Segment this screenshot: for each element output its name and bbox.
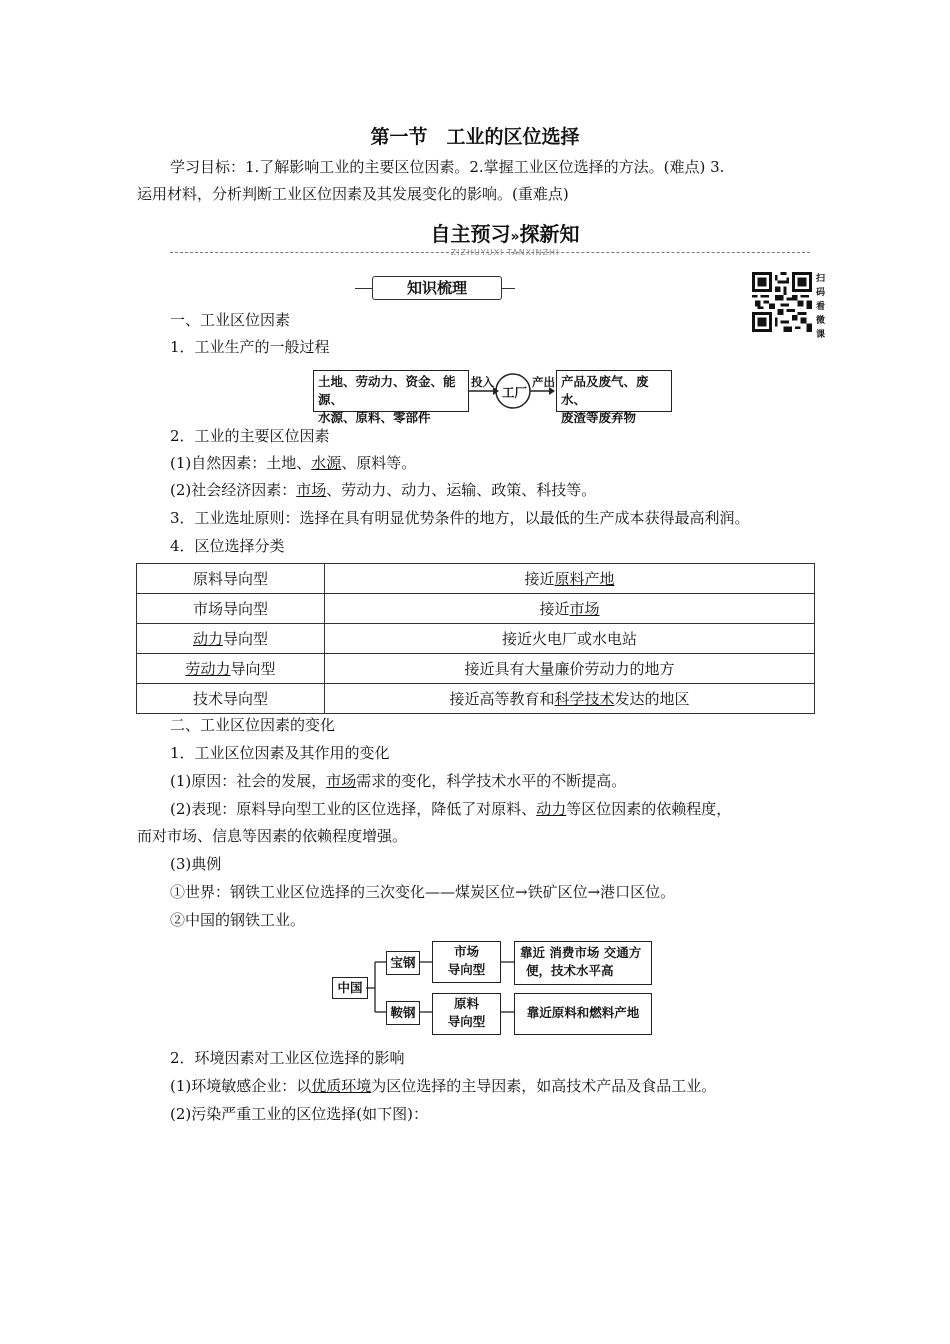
flow-output-line-2: 废渣等废弃物 bbox=[561, 410, 637, 425]
reason-text-a: (1)原因：社会的发展， bbox=[170, 772, 327, 790]
tree-ansteel-type bbox=[432, 993, 501, 1035]
banner-title-2: 探新知 bbox=[519, 222, 580, 246]
tree-root: 中国 bbox=[332, 977, 368, 999]
flow-input-label: 投入 bbox=[471, 375, 494, 389]
banner-arrow-icon: » bbox=[510, 229, 520, 245]
loc-text-u: 原料产地 bbox=[554, 570, 615, 588]
table-row bbox=[137, 594, 815, 624]
social-answer: 市场 bbox=[296, 481, 327, 499]
performance-answer: 动力 bbox=[536, 800, 567, 818]
type-text-a: 原料导向型 bbox=[192, 570, 268, 588]
ansteel-type-line-2: 导向型 bbox=[447, 1014, 486, 1029]
banner-subtitle: ZIZHUYUXI TANXINZHI bbox=[450, 248, 560, 257]
qr-caption: 扫码看微课 bbox=[816, 274, 826, 340]
natural-text-b: 、原料等。 bbox=[341, 454, 417, 472]
type-cell bbox=[137, 564, 325, 594]
flow-output-line-1: 产品及废气、废水、 bbox=[561, 374, 649, 407]
baosteel-type-line-1: 市场 bbox=[453, 944, 479, 959]
section-2-heading: 二、工业区位因素的变化 bbox=[170, 716, 336, 734]
social-text-b: 、劳动力、动力、运输、政策、科技等。 bbox=[326, 481, 597, 499]
change-reason bbox=[170, 771, 626, 791]
learning-goals-line-1: 学习目标：1.了解影响工业的主要区位因素。2.掌握工业区位选择的方法。(难点) 3. bbox=[170, 158, 725, 176]
natural-factors bbox=[170, 453, 416, 473]
examples-heading: (3)典例 bbox=[170, 855, 222, 873]
table-row bbox=[137, 684, 815, 714]
qr-code-icon[interactable] bbox=[752, 272, 812, 332]
performance-text-b: 等区位因素的依赖程度， bbox=[566, 800, 732, 818]
flow-input-line-2: 水源、原料、零部件 bbox=[318, 410, 431, 425]
flow-factory: 工厂 bbox=[502, 385, 528, 400]
section-1-heading: 一、工业区位因素 bbox=[170, 311, 291, 329]
baosteel-desc-line-1: 靠近 消费市场 交通方 bbox=[520, 945, 642, 960]
type-cell bbox=[137, 654, 325, 684]
table-row bbox=[137, 624, 815, 654]
loc-text-a: 接近具有大量廉价劳动力的地方 bbox=[464, 660, 675, 678]
flow-output-box bbox=[556, 370, 672, 425]
s1-item-2: 2．工业的主要区位因素 bbox=[170, 427, 330, 445]
type-text-b: 导向型 bbox=[230, 660, 276, 678]
change-performance bbox=[170, 799, 731, 819]
baosteel-type-line-2: 导向型 bbox=[447, 962, 486, 977]
banner-divider bbox=[170, 252, 810, 253]
baosteel-desc-line-2: 便，技术水平高 bbox=[526, 963, 614, 978]
env-text-b: 为区位选择的主导因素，如高技术产品及食品工业。 bbox=[371, 1077, 717, 1095]
loc-text-u: 市场 bbox=[569, 600, 600, 618]
natural-text-a: (1)自然因素：土地、 bbox=[170, 454, 312, 472]
type-text-a: 技术导向型 bbox=[192, 690, 268, 708]
page-title: 第一节 工业的区位选择 bbox=[370, 126, 580, 148]
change-performance-cont: 而对市场、信息等因素的依赖程度增强。 bbox=[137, 827, 408, 845]
reason-text-b: 需求的变化，科学技术水平的不断提高。 bbox=[356, 772, 627, 790]
performance-text-a: (2)表现：原料导向型工业的区位选择，降低了对原料、 bbox=[170, 800, 537, 818]
loc-cell bbox=[325, 594, 815, 624]
flow-input-line-1: 土地、劳动力、资金、能源、 bbox=[318, 374, 456, 407]
tree-ansteel: 鞍钢 bbox=[386, 1001, 420, 1025]
natural-answer: 水源 bbox=[311, 454, 342, 472]
social-factors bbox=[170, 480, 596, 500]
loc-text-a: 接近 bbox=[539, 600, 570, 618]
loc-text-a: 接近火电厂或水电站 bbox=[501, 630, 637, 648]
type-cell bbox=[137, 594, 325, 624]
loc-cell bbox=[325, 564, 815, 594]
s1-item-3: 3．工业选址原则：选择在具有明显优势条件的地方，以最低的生产成本获得最高利润。 bbox=[170, 509, 750, 527]
type-cell bbox=[137, 684, 325, 714]
table-row bbox=[137, 654, 815, 684]
env-text-a: (1)环境敏感企业：以 bbox=[170, 1077, 312, 1095]
tree-ansteel-desc: 靠近原料和燃料产地 bbox=[514, 993, 652, 1035]
type-text-a: 市场导向型 bbox=[192, 600, 268, 618]
ansteel-type-line-1: 原料 bbox=[453, 996, 479, 1011]
table-row bbox=[137, 564, 815, 594]
loc-text-b: 发达的地区 bbox=[614, 690, 690, 708]
social-text-a: (2)社会经济因素： bbox=[170, 481, 297, 499]
type-text-b: 导向型 bbox=[223, 630, 269, 648]
type-text-u: 劳动力 bbox=[185, 660, 231, 678]
s1-item-1: 1．工业生产的一般过程 bbox=[170, 338, 330, 356]
loc-text-a: 接近 bbox=[524, 570, 555, 588]
section-banner bbox=[410, 218, 600, 257]
loc-cell bbox=[325, 654, 815, 684]
banner-title-1: 自主预习 bbox=[430, 222, 511, 246]
section-label: 知识梳理 bbox=[372, 276, 502, 300]
env-answer: 优质环境 bbox=[311, 1077, 372, 1095]
s1-item-4: 4．区位选择分类 bbox=[170, 537, 285, 555]
s2-item-1: 1．工业区位因素及其作用的变化 bbox=[170, 744, 390, 762]
env-sensitive bbox=[170, 1076, 716, 1096]
learning-goals-line-2: 运用材料，分析判断工业区位因素及其发展变化的影响。(重难点) bbox=[137, 185, 569, 203]
loc-text-a: 接近高等教育和 bbox=[449, 690, 555, 708]
location-type-table bbox=[136, 563, 815, 714]
flow-output-label: 产出 bbox=[532, 375, 555, 389]
reason-answer: 市场 bbox=[326, 772, 357, 790]
s2-item-2: 2．环境因素对工业区位选择的影响 bbox=[170, 1049, 405, 1067]
loc-cell bbox=[325, 684, 815, 714]
example-china: ②中国的钢铁工业。 bbox=[170, 911, 306, 929]
type-cell bbox=[137, 624, 325, 654]
loc-text-u: 科学技术 bbox=[554, 690, 615, 708]
tree-baosteel-type bbox=[432, 941, 501, 983]
loc-cell bbox=[325, 624, 815, 654]
flow-input-box bbox=[313, 370, 469, 425]
pollution-industry: (2)污染严重工业的区位选择(如下图)： bbox=[170, 1105, 428, 1123]
tree-baosteel-desc bbox=[514, 941, 652, 985]
type-text-u: 动力 bbox=[192, 630, 223, 648]
example-world: ①世界：钢铁工业区位选择的三次变化——煤炭区位→铁矿区位→港口区位。 bbox=[170, 883, 676, 901]
tree-baosteel: 宝钢 bbox=[386, 951, 420, 975]
